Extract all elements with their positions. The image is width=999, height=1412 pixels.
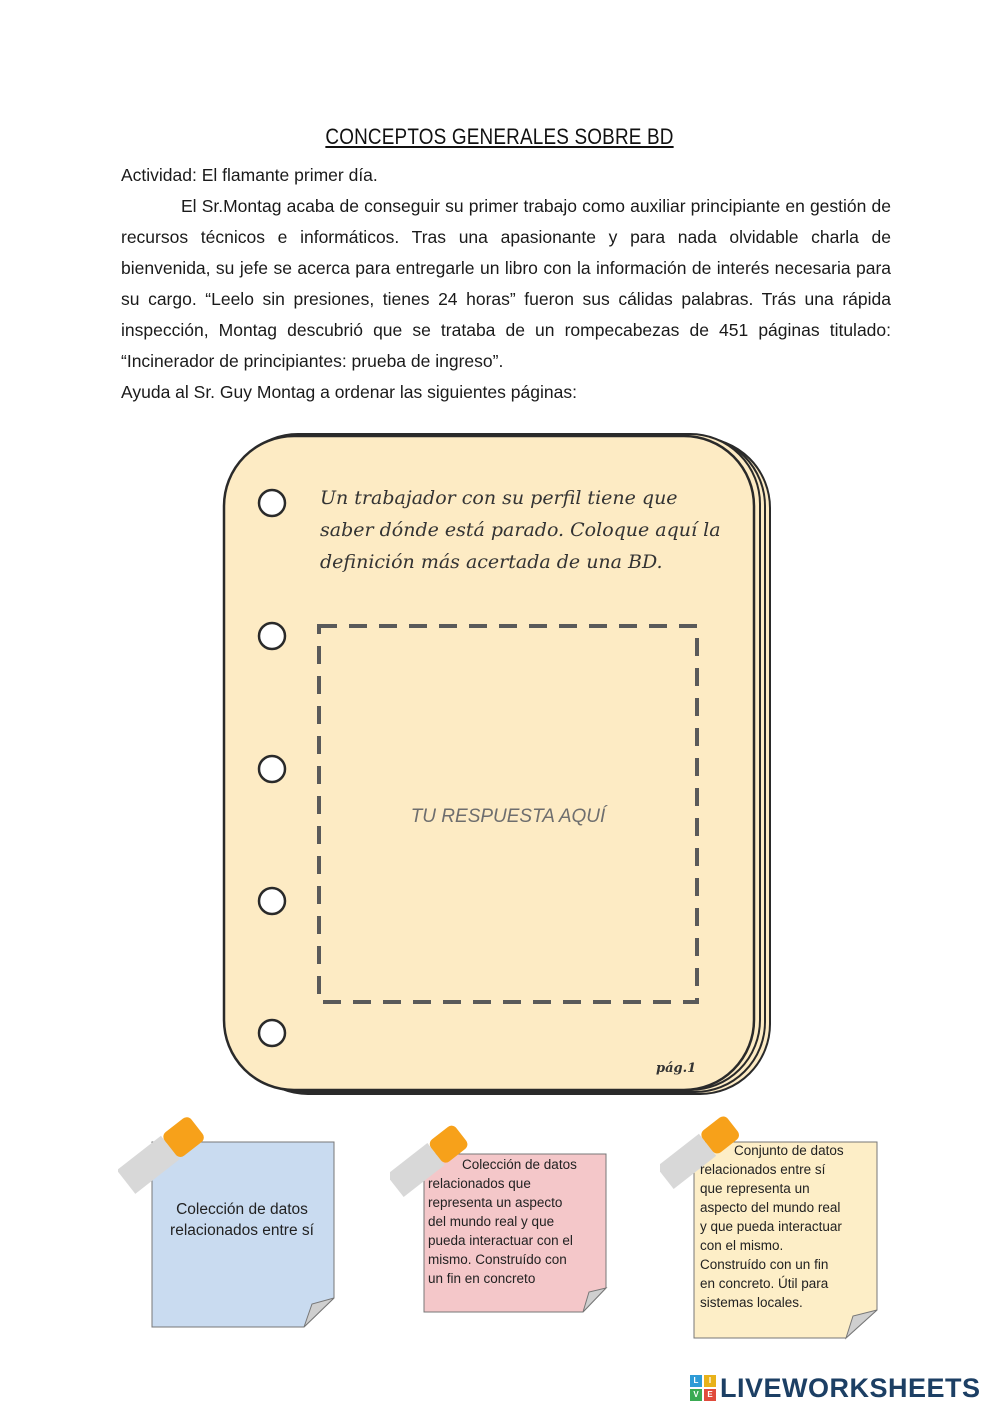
notebook-prompt-line-2: saber dónde está parado. Coloque aquí la bbox=[320, 519, 721, 541]
binder-hole-2 bbox=[259, 623, 285, 649]
sticky-note-3-line-6: con el mismo. bbox=[700, 1238, 784, 1253]
logo-cubes-icon: L I V E bbox=[690, 1375, 716, 1401]
notebook-prompt-line-3: definición más acertada de una BD. bbox=[320, 551, 663, 573]
binder-hole-4 bbox=[259, 888, 285, 914]
sticky-note-2-line-5: pueda interactuar con el bbox=[428, 1233, 573, 1248]
sticky-note-2-line-6: mismo. Construído con bbox=[428, 1252, 567, 1267]
instruction-text: Ayuda al Sr. Guy Montag a ordenar las siguientes páginas: bbox=[121, 382, 577, 402]
activity-text bbox=[121, 160, 891, 408]
sticky-note-3-line-4: aspecto del mundo real bbox=[700, 1200, 841, 1215]
sticky-note-2[interactable] bbox=[390, 1120, 615, 1320]
sticky-note-3-line-8: en concreto. Útil para bbox=[700, 1276, 829, 1291]
sticky-note-2-line-7: un fin en concreto bbox=[428, 1271, 536, 1286]
sticky-note-2-line-4: del mundo real y que bbox=[428, 1214, 555, 1229]
binder-hole-1 bbox=[259, 490, 285, 516]
sticky-note-3[interactable] bbox=[660, 1108, 885, 1344]
sticky-note-1-line-2: relacionados entre sí bbox=[170, 1222, 314, 1239]
page-title: CONCEPTOS GENERALES SOBRE BD bbox=[325, 124, 674, 149]
page-number: pág.1 bbox=[656, 1061, 697, 1076]
answer-placeholder: TU RESPUESTA AQUÍ bbox=[410, 806, 606, 827]
activity-heading: Actividad: El flamante primer día. bbox=[121, 165, 378, 185]
sticky-note-1-line-1: Colección de datos bbox=[176, 1201, 308, 1218]
sticky-note-3-line-9: sistemas locales. bbox=[700, 1295, 803, 1310]
sticky-note-3-line-3: que representa un bbox=[700, 1181, 810, 1196]
binder-hole-5 bbox=[259, 1020, 285, 1046]
notebook bbox=[220, 432, 780, 1102]
liveworksheets-logo[interactable] bbox=[690, 1372, 981, 1404]
notebook-prompt-line-1: Un trabajador con su perfil tiene que bbox=[320, 487, 678, 509]
sticky-note-2-line-3: representa un aspecto bbox=[428, 1195, 563, 1210]
sticky-note-3-line-1: Conjunto de datos bbox=[734, 1143, 844, 1158]
logo-text: LIVEWORKSHEETS bbox=[720, 1372, 981, 1403]
sticky-note-2-line-1: Colección de datos bbox=[462, 1157, 577, 1172]
sticky-note-2-line-2: relacionados que bbox=[428, 1176, 531, 1191]
sticky-note-3-line-2: relacionados entre sí bbox=[700, 1162, 826, 1177]
sticky-note-3-line-7: Construído con un fin bbox=[700, 1257, 829, 1272]
sticky-note-1[interactable] bbox=[118, 1108, 343, 1333]
sticky-note-3-line-5: y que pueda interactuar bbox=[700, 1219, 842, 1234]
binder-hole-3 bbox=[259, 756, 285, 782]
story-paragraph: El Sr.Montag acaba de conseguir su primer trabajo como auxiliar principiante en gestión de recursos técnicos e informáticos. Tras una apasionante y para nada olvidable charla de bienvenida, su jefe se acerca para entregarle un libro con la información de interés necesaria para su cargo. “Leelo sin presiones, tienes 24 horas” fueron sus cálidas palabras. Trás una rápida inspección, Montag descubrió que se trataba de un rompecabezas de 451 páginas titulado: “Incinerador de principiantes: prueba de ingreso”. bbox=[121, 196, 891, 371]
